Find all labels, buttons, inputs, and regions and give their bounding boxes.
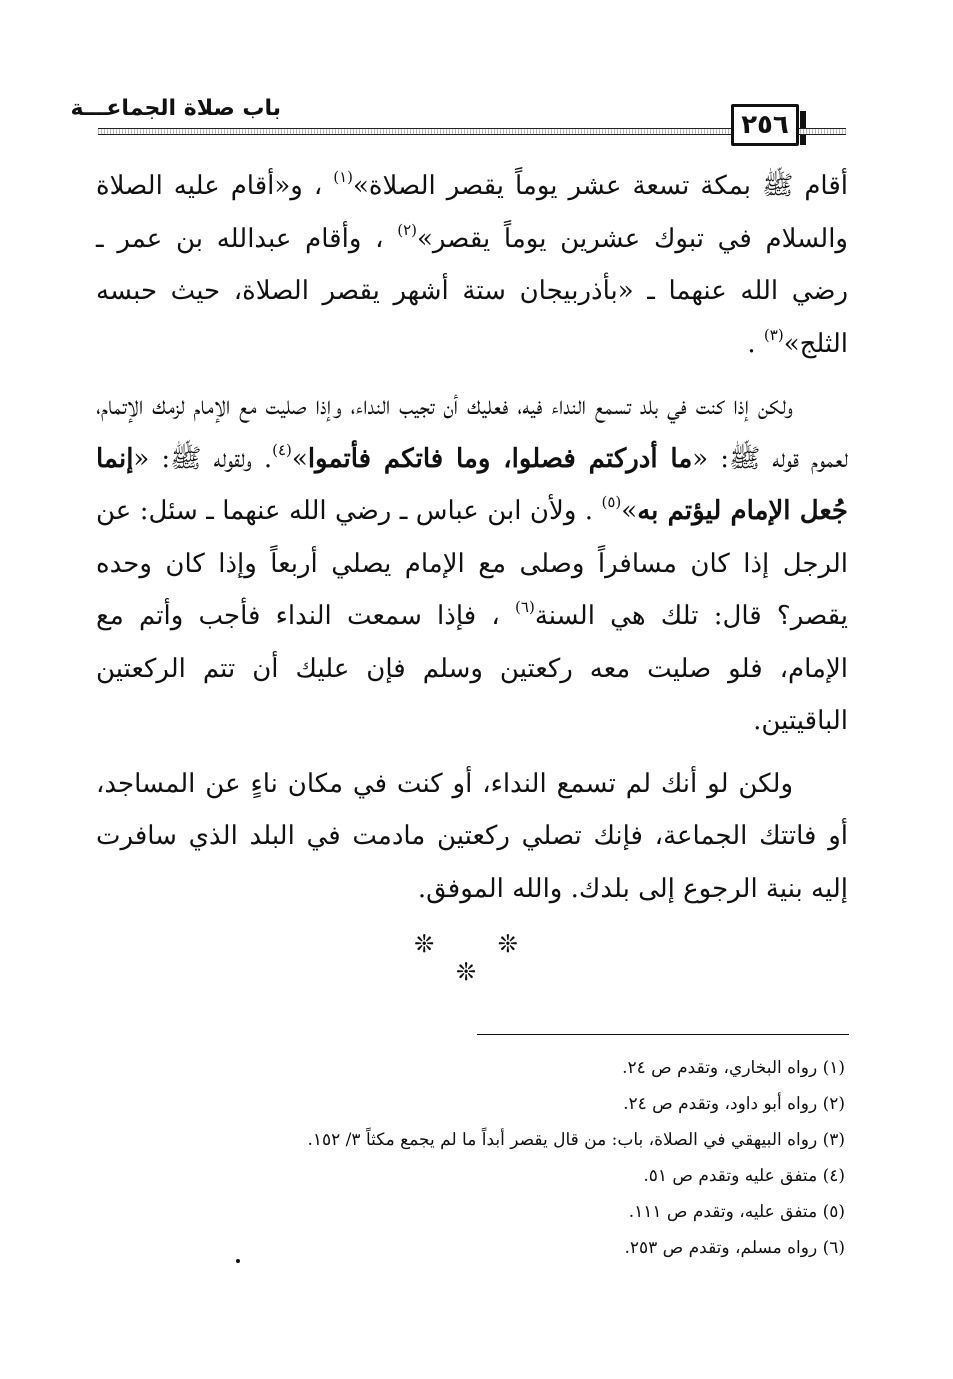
footnote-5: (٥) متفق عليه، وتقدم ص ١١١. [628, 1202, 845, 1222]
text-span: ولكن إذا كنت في بلد تسمع النداء فيه، فعليك أن تجيب النداء، وإذا صليت مع الإمام لزمك الإتمام، لعموم قوله ﷺ: « [96, 391, 848, 474]
text-span: » [291, 443, 308, 474]
chapter-title: باب صلاة الجماعـــة [70, 96, 281, 121]
stray-dot [236, 1259, 240, 1263]
text-span: أقام ﷺ بمكة تسعة عشر يوماً يقصر الصلاة» [352, 171, 849, 201]
text-span: ، فإذا سمعت النداء فأجب وأتم مع الإمام، فلو صليت معه ركعتين وسلم فإن عليك أن تتم الركعتين الباقيتين. [96, 601, 848, 736]
footnote-ref-2: (٢) [397, 220, 418, 239]
footnote-ref-3: (٣) [763, 325, 784, 344]
paragraph-1 [96, 160, 848, 370]
footnote-ref-1: (١) [333, 168, 353, 186]
header-rule [98, 128, 841, 135]
footnote-ref-5: (٥) [601, 493, 622, 511]
hadith-quote-1: ما أدركتم فصلوا، وما فاتكم فأتموا [307, 443, 693, 474]
paragraph-2 [96, 380, 848, 748]
text-span: ، و«أقام عليه الصلاة والسلام في تبوك عشرين يوماً يقصر» [96, 171, 848, 254]
section-separator: ❊ ❊ ❊ [414, 930, 546, 986]
footnote-1: (١) رواه البخاري، وتقدم ص ٢٤. [622, 1058, 845, 1078]
footnote-ref-4: (٤) [272, 440, 292, 459]
page-number: ٢٥٦ [731, 104, 799, 146]
footnote-4: (٤) متفق عليه وتقدم ص ٥١. [643, 1166, 845, 1186]
text-span: . ولأن ابن عباس ـ رضي الله عنهما ـ سئل: عن الرجل إذا كان مسافراً وصلى مع الإمام يصلي أربعاً وإذا كان وحده يقصر؟ قال: تلك هي السنة [96, 496, 849, 631]
text-span: . ولقوله ﷺ: « [133, 443, 273, 474]
footnote-divider [477, 1034, 849, 1035]
footnote-3: (٣) رواه البيهقي في الصلاة، باب: من قال يقصر أبداً ما لم يجمع مكثاً ٣/ ١٥٢. [307, 1130, 845, 1150]
footnotes [145, 1050, 845, 1266]
main-text [96, 160, 848, 925]
paragraph-3: ولكن لو أنك لم تسمع النداء، أو كنت في مكان ناءٍ عن المساجد، أو فاتتك الجماعة، فإنك تصلي ركعتين مادمت في البلد الذي سافرت إليه بنية الرجوع إلى بلدك. والله الموفق. [96, 768, 848, 904]
footnote-6: (٦) رواه مسلم، وتقدم ص ٢٥٣. [624, 1238, 845, 1258]
text-span: ، وأقام عبدالله بن عمر ـ رضي الله عنهما ـ «بأذربيجان ستة أشهر يقصر الصلاة، حيث حبسه الثلج» [96, 223, 848, 359]
footnote-ref-6: (٦) [515, 598, 535, 616]
hadith-quote-2: إنما جُعل الإمام ليؤتم به [96, 443, 849, 526]
text-span: . [747, 328, 756, 359]
footnote-2: (٢) رواه أبو داود، وتقدم ص ٢٤. [623, 1094, 845, 1114]
text-span: » [621, 496, 638, 526]
header-rule-right [800, 128, 846, 135]
